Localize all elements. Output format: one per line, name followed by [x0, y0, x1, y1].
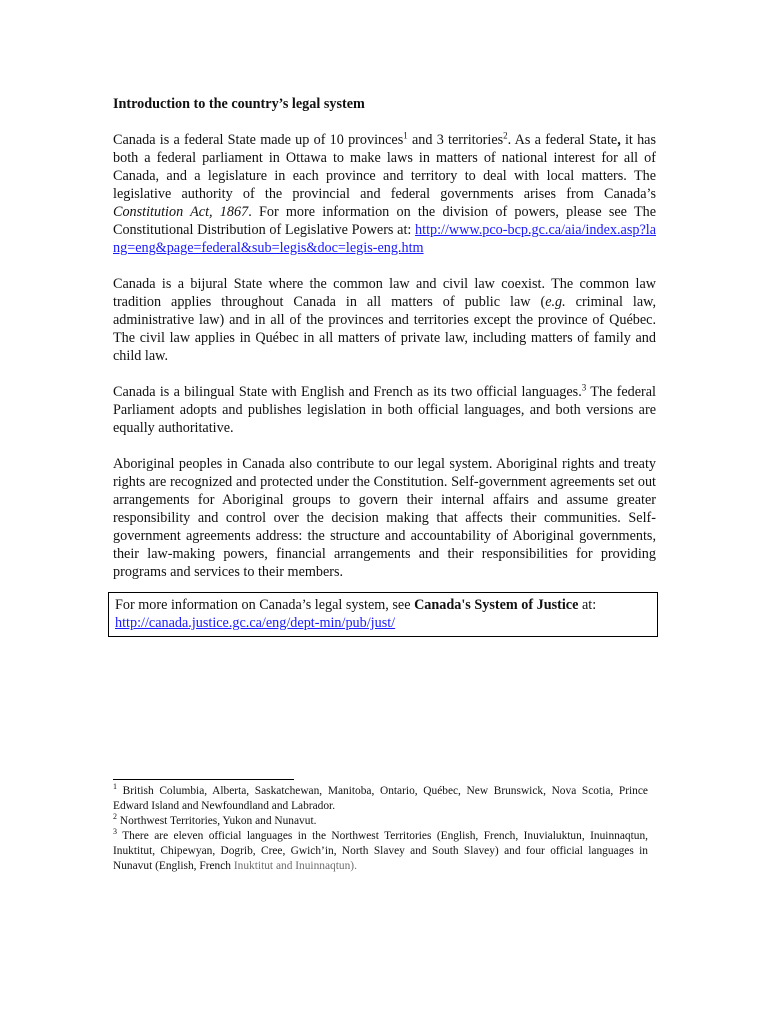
document-body [113, 95, 656, 599]
paragraph-aboriginal-peoples: Aboriginal peoples in Canada also contribute to our legal system. Aboriginal rights and treaty rights are recognized and protected under the Constitution. Self-government agreements set out arrangements for Aboriginal groups to govern their internal affairs and assume greater responsibility and control over the decision making that affects their communities. Self-government agreements address: the structure and accountability of Aboriginal governments, their law-making powers, financial arrangements and their responsibilities for providing programs and services to their members. [113, 456, 656, 580]
infobox-text-a: For more information on Canada’s legal system, see [115, 597, 415, 613]
footnote-text: British Columbia, Alberta, Saskatchewan, Manitoba, Ontario, Québec, New Brunswick, Nova Scotia, Prince Edward Island and Newfoundland and Labrador. [113, 785, 648, 812]
p2-text-a: Canada is a bijural State where the common law and civil law coexist. The common law tradition applies throughout Canada in all matters of public law ( [113, 276, 656, 310]
p2-eg: e.g. [545, 294, 566, 310]
footnote-separator [113, 779, 294, 780]
pco-legislative-powers-link[interactable]: http://www.pco-bcp.gc.ca/aia/index.asp?lang=eng&page=federal&sub=legis&doc=legis-eng.htm [113, 222, 656, 256]
p1-text-b: and 3 territories [407, 132, 504, 148]
system-of-justice-title: Canada's System of Justice [414, 597, 579, 613]
infobox-text-b: at: [578, 597, 597, 613]
p3-text-b: The federal Parliament adopts and publishes legislation in both official languages, and both versions are equally authoritative. [113, 384, 656, 436]
p1-text-e: . For more information on the division of powers, please see The Constitutional Distribution of Legislative Powers at: [113, 204, 656, 238]
footnote-text: There are eleven official languages in the Northwest Territories (English, French, Inuvialuktun, Inuinnaqtun, Inuktitut, Chipewyan, Dogrib, Cree, Gwich’in, North Slavey and South Slavey) and four official languages in Nunavut (English, French [113, 830, 648, 872]
footnote-ref-2[interactable]: 2 [503, 130, 508, 141]
footnote-gray-text: Inuktitut and Inuinnaqtun). [233, 860, 357, 872]
more-info-box [108, 592, 658, 637]
footnote-number: 2 [113, 812, 117, 822]
section-heading: Introduction to the country’s legal system [113, 96, 365, 112]
p1-text-d: it has both a federal parliament in Ottawa to make laws in matters of national interest for all of Canada, and a legislature in each province and territory to deal with local matters. The legislative authority of the provincial and federal governments arises from Canada’s [113, 132, 656, 202]
p1-text-a: Canada is a federal State made up of 10 provinces [113, 132, 404, 148]
paragraph-federal-state [113, 131, 656, 257]
paragraph-bilingual-state [113, 383, 656, 437]
constitution-act-title: Constitution Act, 1867 [113, 204, 249, 220]
paragraph-bijural-state [113, 275, 656, 365]
footnote-3 [113, 829, 648, 874]
footnote-1 [113, 784, 648, 814]
p2-text-b: criminal law, administrative law) and in all of the provinces and territories except the province of Québec. The civil law applies in Québec in all matters of private law, including matters of family and child law. [113, 294, 656, 364]
p3-text-a: Canada is a bilingual State with English and French as its two official languages. [113, 384, 582, 400]
p1-text-c: . As a federal State [507, 132, 618, 148]
p1-bold-comma: , [617, 132, 621, 148]
footnote-number: 3 [113, 827, 117, 837]
footnote-ref-1[interactable]: 1 [403, 130, 408, 141]
footnote-number: 1 [113, 782, 117, 792]
footnotes [113, 784, 648, 874]
footnote-ref-3[interactable]: 3 [581, 382, 587, 393]
footnote-text: Northwest Territories, Yukon and Nunavut. [117, 815, 317, 827]
justice-canada-link[interactable]: http://canada.justice.gc.ca/eng/dept-min/pub/just/ [115, 615, 396, 631]
footnote-2 [113, 814, 648, 829]
